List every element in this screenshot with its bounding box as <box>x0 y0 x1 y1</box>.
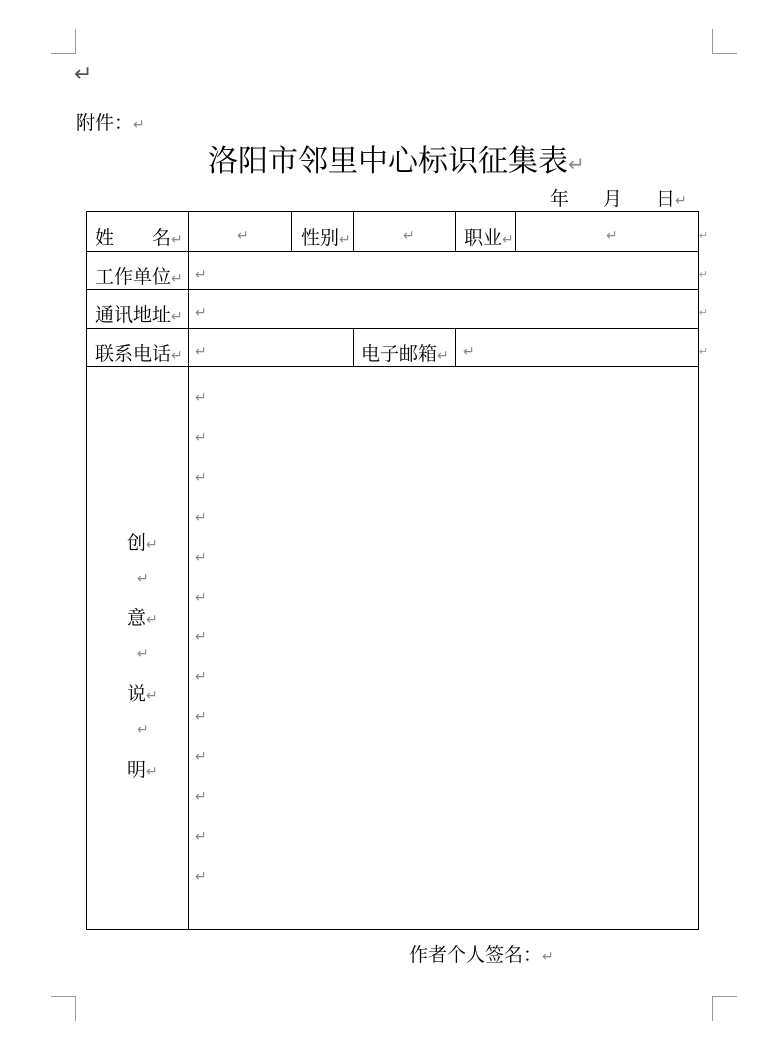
creative-char-text: 说 <box>127 683 147 705</box>
attachment-label[interactable] <box>76 108 145 135</box>
paragraph-mark-icon: ↵ <box>137 571 149 587</box>
workplace-label <box>95 262 183 289</box>
paragraph-mark-icon: ↵ <box>195 305 207 321</box>
document-title[interactable] <box>208 136 585 180</box>
crop-mark-top-right <box>712 29 737 54</box>
paragraph-mark-icon: ↵ <box>146 688 158 704</box>
paragraph-mark-icon: ↵ <box>74 62 93 87</box>
crop-mark-bottom-left <box>51 996 76 1021</box>
paragraph-mark-icon: ↵ <box>195 709 207 726</box>
row-end-mark-icon: ↵ <box>698 229 708 242</box>
paragraph-mark-icon: ↵ <box>568 152 585 176</box>
column-divider <box>353 212 354 251</box>
gender-input-cell[interactable] <box>403 223 415 245</box>
name-label-text: 姓 名 <box>95 227 172 249</box>
row-divider <box>87 366 698 367</box>
row-end-mark-icon: ↵ <box>698 268 708 281</box>
attachment-text: 附件： <box>76 112 134 134</box>
creative-char-text: 明 <box>127 759 147 781</box>
creative-label-char <box>127 528 158 555</box>
creative-label-char <box>127 755 158 782</box>
address-label-text: 通讯地址 <box>95 304 172 326</box>
paragraph-mark-icon: ↵ <box>195 868 207 885</box>
paragraph-mark-icon: ↵ <box>195 267 207 283</box>
paragraph-mark-icon: ↵ <box>146 537 158 553</box>
paragraph-mark-icon: ↵ <box>195 469 207 486</box>
paragraph-mark-icon: ↵ <box>237 228 249 244</box>
row-divider <box>87 251 698 252</box>
creative-description-input-area[interactable] <box>195 378 215 897</box>
address-label <box>95 300 183 327</box>
paragraph-mark-icon: ↵ <box>195 429 207 446</box>
occupation-label <box>464 223 514 250</box>
occupation-input-cell[interactable] <box>606 223 618 245</box>
paragraph-mark-icon: ↵ <box>171 271 183 287</box>
phone-label <box>95 339 183 366</box>
paragraph-mark-icon: ↵ <box>137 722 149 738</box>
date-year: 年 <box>550 188 570 210</box>
creative-char-text: 意 <box>127 607 147 629</box>
column-divider <box>188 212 189 929</box>
creative-label-spacer <box>137 566 149 588</box>
paragraph-mark-icon: ↵ <box>675 193 687 209</box>
creative-label-char <box>127 679 158 706</box>
paragraph-mark-icon: ↵ <box>403 228 415 244</box>
creative-label-char <box>127 603 158 630</box>
email-input-cell[interactable] <box>463 339 475 361</box>
date-month: 月 <box>603 188 623 210</box>
name-label <box>95 223 183 250</box>
row-divider <box>87 289 698 290</box>
phone-label-text: 联系电话 <box>95 343 172 365</box>
creative-char-text: 创 <box>127 532 147 554</box>
paragraph-mark-icon: ↵ <box>195 828 207 845</box>
paragraph-mark-icon: ↵ <box>171 348 183 364</box>
crop-mark-bottom-right <box>712 996 737 1021</box>
phone-input-cell[interactable] <box>195 339 207 361</box>
workplace-label-text: 工作单位 <box>95 266 172 288</box>
paragraph-mark-icon: ↵ <box>463 344 475 360</box>
date-line[interactable] <box>550 184 687 211</box>
paragraph-mark-icon: ↵ <box>437 348 449 364</box>
paragraph-mark-icon: ↵ <box>195 789 207 806</box>
workplace-input-cell[interactable] <box>195 262 207 284</box>
signature-label: 作者个人签名： <box>409 944 543 966</box>
column-divider <box>291 212 292 251</box>
column-divider <box>455 328 456 366</box>
paragraph-mark-icon: ↵ <box>195 344 207 360</box>
paragraph-mark-icon: ↵ <box>171 309 183 325</box>
paragraph-mark-icon: ↵ <box>195 629 207 646</box>
paragraph-mark-icon: ↵ <box>542 949 554 965</box>
name-input-cell[interactable] <box>237 223 249 245</box>
date-day: 日 <box>656 188 676 210</box>
column-divider <box>455 212 456 251</box>
paragraph-mark-icon: ↵ <box>137 646 149 662</box>
paragraph-mark-icon: ↵ <box>606 228 618 244</box>
crop-mark-top-left <box>51 29 76 54</box>
creative-label-spacer <box>137 641 149 663</box>
address-input-cell[interactable] <box>195 300 207 322</box>
paragraph-mark-icon: ↵ <box>502 232 514 248</box>
paragraph-mark-icon: ↵ <box>195 390 207 406</box>
gender-label <box>301 223 351 250</box>
email-label <box>361 339 449 366</box>
paragraph-mark-icon: ↵ <box>339 232 351 248</box>
paragraph-mark-icon: ↵ <box>195 669 207 686</box>
column-divider <box>353 328 354 366</box>
paragraph-mark-icon: ↵ <box>133 117 145 133</box>
row-end-mark-icon: ↵ <box>698 345 708 358</box>
title-text: 洛阳市邻里中心标识征集表 <box>208 144 568 179</box>
paragraph-mark-icon: ↵ <box>146 764 158 780</box>
column-divider <box>515 212 516 251</box>
author-signature-line[interactable] <box>409 940 554 967</box>
occupation-label-text: 职业 <box>464 227 503 249</box>
email-label-text: 电子邮箱 <box>361 343 438 365</box>
row-divider <box>87 328 698 329</box>
paragraph-mark-icon: ↵ <box>195 549 207 566</box>
paragraph-mark-icon: ↵ <box>146 612 158 628</box>
submission-form-table <box>86 211 708 930</box>
row-end-mark-icon: ↵ <box>698 306 708 319</box>
paragraph-mark-icon: ↵ <box>171 232 183 248</box>
paragraph-mark-icon: ↵ <box>195 589 207 606</box>
paragraph-mark-icon: ↵ <box>195 509 207 526</box>
creative-label-spacer <box>137 717 149 739</box>
gender-label-text: 性别 <box>301 227 340 249</box>
paragraph-mark-icon: ↵ <box>195 749 207 766</box>
